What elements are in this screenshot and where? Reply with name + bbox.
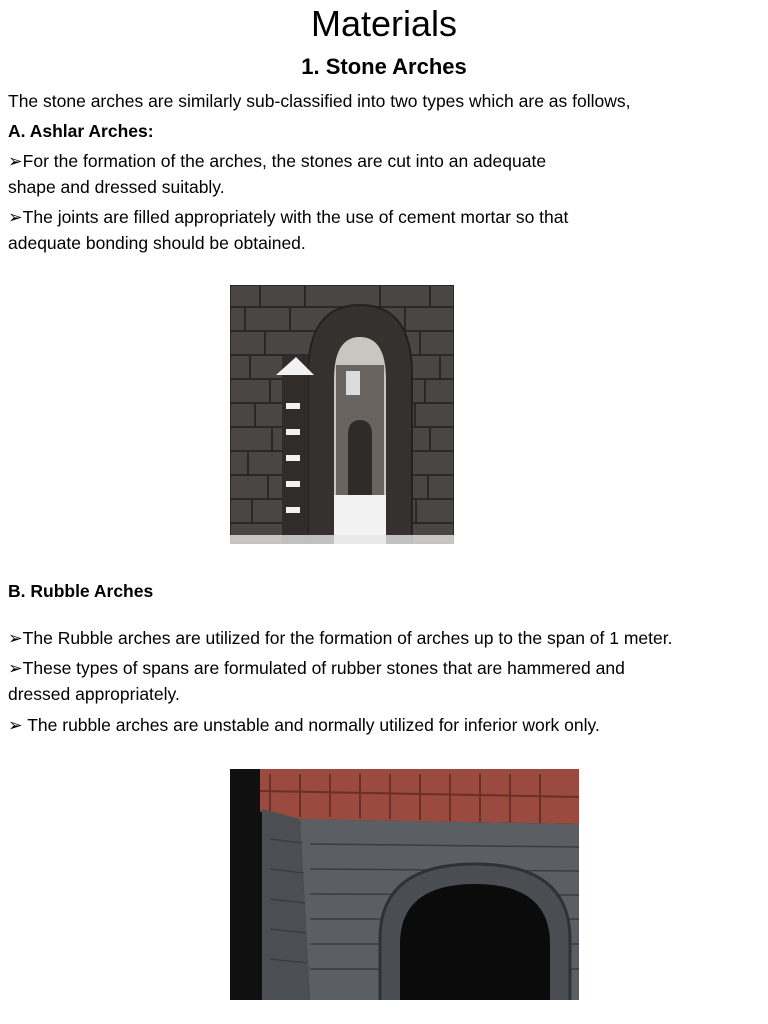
ashlar-heading: A. Ashlar Arches: <box>8 121 154 141</box>
rubble-arch-photo <box>230 769 579 1000</box>
bullet-text: The Rubble arches are utilized for the formation of arches up to the span of 1 meter. <box>22 628 673 648</box>
ashlar-bullet-2-cont: adequate bonding should be obtained. <box>8 233 306 253</box>
arrow-bullet-icon: ➢ <box>8 207 23 227</box>
arrow-bullet-icon: ➢ <box>8 658 23 678</box>
arrow-bullet-icon: ➢ <box>8 715 23 735</box>
intro-text: The stone arches are similarly sub-classified into two types which are as follows, <box>8 91 631 111</box>
ashlar-arch-photo <box>230 285 454 544</box>
bullet-text: The rubble arches are unstable and normally utilized for inferior work only. <box>22 715 600 735</box>
ashlar-bullet-1 <box>8 148 546 174</box>
ashlar-bullet-1-cont: shape and dressed suitably. <box>8 177 225 197</box>
bullet-text: For the formation of the arches, the stones are cut into an adequate <box>22 151 547 171</box>
rubble-bullet-3 <box>8 712 600 738</box>
rubble-heading: B. Rubble Arches <box>8 581 154 601</box>
section-heading: 1. Stone Arches <box>301 54 467 79</box>
arrow-bullet-icon: ➢ <box>8 151 23 171</box>
bullet-text: The joints are filled appropriately with the use of cement mortar so that <box>22 207 569 227</box>
slide-title: Materials <box>310 3 458 44</box>
arrow-bullet-icon: ➢ <box>8 628 23 648</box>
rubble-bullet-2 <box>8 655 625 681</box>
rubble-bullet-1 <box>8 625 672 651</box>
rubble-bullet-2-cont: dressed appropriately. <box>8 684 180 704</box>
bullet-text: These types of spans are formulated of rubber stones that are hammered and <box>22 658 625 678</box>
ashlar-bullet-2 <box>8 204 568 230</box>
